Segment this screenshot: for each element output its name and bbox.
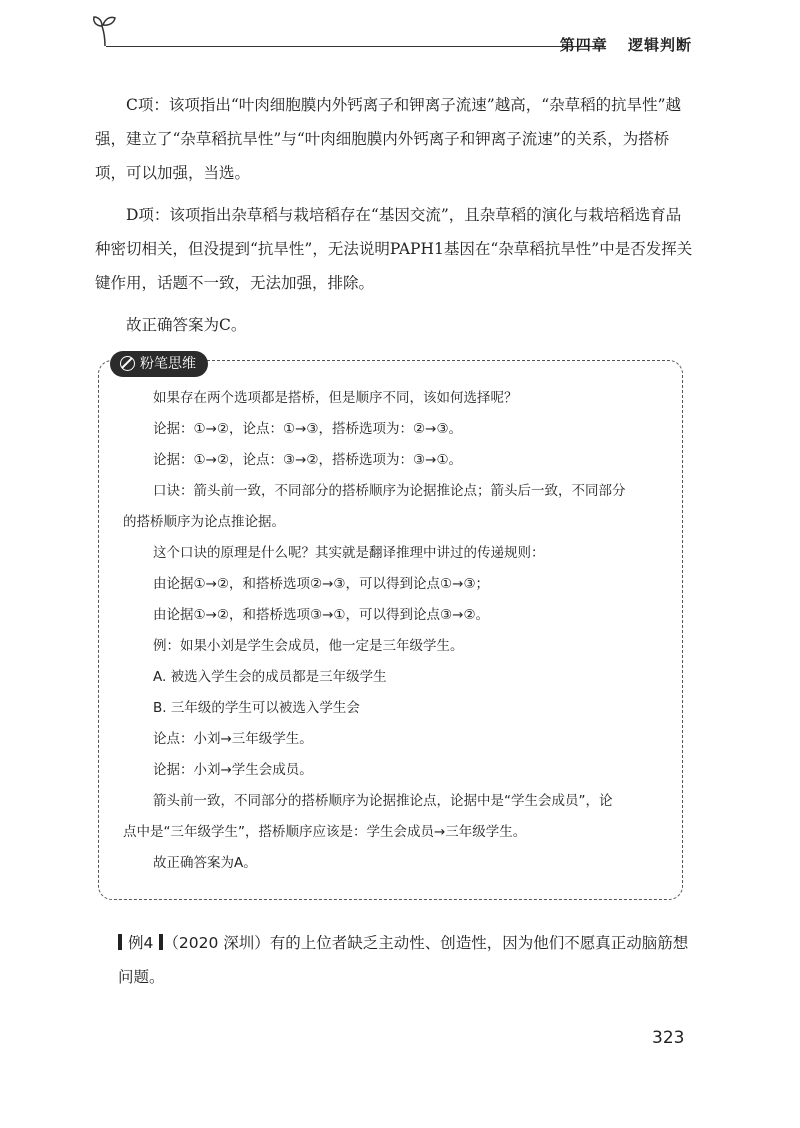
tip-line: 论点：小刘→三年级学生。: [153, 731, 313, 747]
tip-line: 故正确答案为A。: [153, 855, 257, 871]
page-number: 323: [652, 1028, 685, 1048]
answer-line: 故正确答案为C。: [126, 316, 247, 334]
tip-line: B. 三年级的学生可以被选入学生会: [153, 700, 360, 716]
example-text: （2020 深圳）有的上位者缺乏主动性、创造性，因为他们不愿真正动脑筋想问题。: [118, 934, 689, 986]
tip-badge: [110, 351, 208, 377]
chapter-title: [546, 34, 692, 55]
tip-line: A. 被选入学生会的成员都是三年级学生: [153, 669, 387, 685]
tip-line: 箭头前一致，不同部分的搭桥顺序为论据推论点，论据中是“学生会成员”，论: [153, 793, 613, 809]
tip-line: 例：如果小刘是学生会成员，他一定是三年级学生。: [153, 638, 464, 654]
section-title: 逻辑判断: [627, 36, 692, 54]
tip-line: 由论据①→②，和搭桥选项②→③，可以得到论点①→③；: [153, 576, 490, 592]
tip-line: 由论据①→②，和搭桥选项③→①，可以得到论点③→②。: [153, 607, 490, 623]
tip-line: 这个口诀的原理是什么呢？其实就是翻译推理中讲过的传递规则：: [153, 545, 545, 561]
example-left-bar: [118, 934, 122, 950]
tip-line: 如果存在两个选项都是搭桥，但是顺序不同，该如何选择呢？: [153, 390, 518, 406]
sprout-icon: [92, 14, 118, 48]
running-header: [92, 14, 692, 58]
tip-line: 论据：小刘→学生会成员。: [153, 762, 313, 778]
tip-line: 的搭桥顺序为论点推论据。: [123, 514, 285, 530]
pencil-icon: [120, 356, 135, 371]
tip-badge-label: 粉笔思维: [140, 356, 196, 372]
option-d-analysis: D项：该项指出杂草稻与栽培稻存在“基因交流”，且杂草稻的演化与栽培稻选育品种密切相关，但没提到“抗旱性”，无法说明PAPH1基因在“杂草稻抗旱性”中是否发挥关键作用，话题不一致，无法加强，排除。: [95, 206, 693, 292]
tip-line: 论据：①→②，论点：③→②，搭桥选项为：③→①。: [153, 452, 463, 468]
tip-line: 口诀：箭头前一致，不同部分的搭桥顺序为论据推论点；箭头后一致，不同部分: [153, 483, 626, 499]
option-c-analysis: C项：该项指出“叶肉细胞膜内外钙离子和钾离子流速”越高，“杂草稻的抗旱性”越强，建立了“杂草稻抗旱性”与“叶肉细胞膜内外钙离子和钾离子流速”的关系，为搭桥项，可以加强，当选。: [95, 96, 682, 182]
chapter-number: 第四章: [559, 36, 608, 54]
tip-line: 点中是“三年级学生”，搭桥顺序应该是：学生会成员→三年级学生。: [123, 824, 527, 840]
analysis-section: [95, 88, 695, 350]
header-rule: [106, 46, 606, 47]
example-label: 例4: [128, 934, 154, 952]
example-question: [118, 926, 698, 994]
tip-content: [123, 383, 668, 879]
tip-line: 论据：①→②，论点：①→③，搭桥选项为：②→③。: [153, 421, 463, 437]
